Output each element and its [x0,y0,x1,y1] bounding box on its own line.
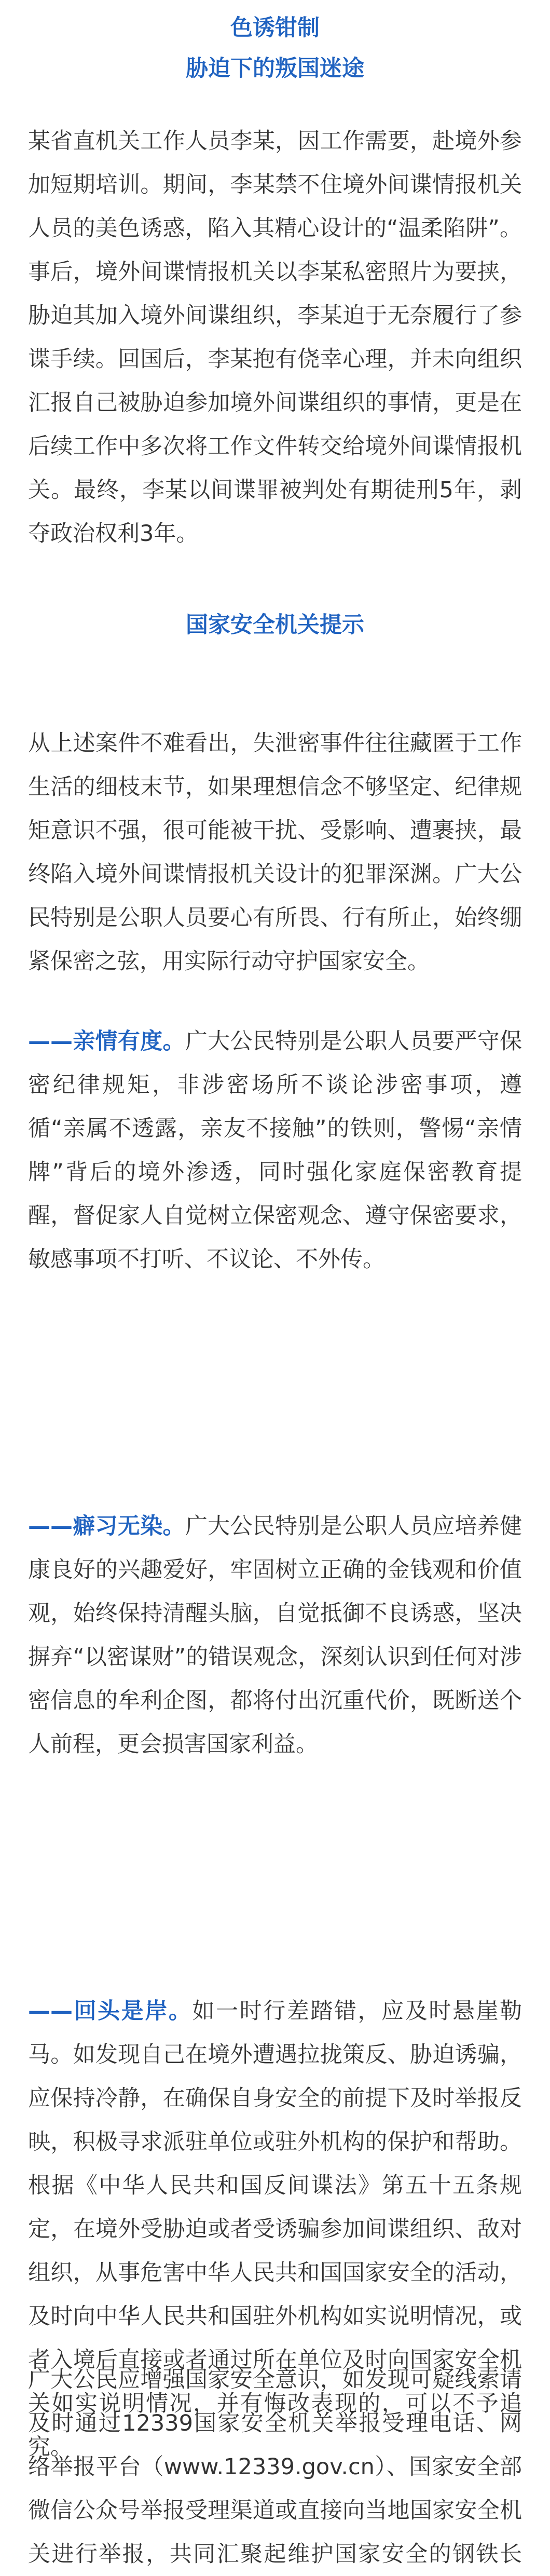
article-title-line-1: 色诱钳制 [230,15,320,41]
closing-paragraph: 广大公民应增强国家安全意识，如发现可疑线索请及时通过12339国家安全机关举报受理电话、网络举报平台（www.12339.gov.cn）、国家安全部微信公众号举报受理渠道或直接向当地国家安全机关进行举报，共同汇聚起维护国家安全的钢铁长 [28,2367,522,2567]
point-habits-lead: ——癖习无染。 [28,1513,185,1539]
point-turn-back-text: 如一时行差踏错，应及时悬崖勒马。如发现自己在境外遭遇拉拢策反、胁迫诱骗，应保持冷静，在确保自身安全的前提下及时举报反映，积极寻求派驻单位或驻外机构的保护和帮助。根据《中华人民共和国反间谍法》第五十五条规定，在境外受胁迫或者受诱骗参加间谍组织、敌对组织，从事危害中华人民共和国国家安全的活动，及时向中华人民共和国驻外机构如实说明情况，或者入境后直接或者通过所在单位及时向国家安全机关如实说明情况，并有悔改表现的，可以不予追究。 [28,1998,522,2460]
point-family-text: 广大公民特别是公职人员要严守保密纪律规矩，非涉密场所不谈论涉密事项，遵循“亲属不透露，亲友不接触”的铁则，警惕“亲情牌”背后的境外渗透，同时强化家庭保密教育提醒，督促家人自觉树立保密观念、遵守保密要求，敏感事项不打听、不议论、不外传。 [28,1028,522,1272]
article-title-line-2: 胁迫下的叛国迷途 [186,56,364,82]
intro-paragraph: 从上述案件不难看出，失泄密事件往往藏匿于工作生活的细枝末节，如果理想信念不够坚定、纪律规矩意识不强，很可能被干扰、受影响、遭裹挟，最终陷入境外间谍情报机关设计的犯罪深渊。广大公民特别是公职人员要心有所畏、行有所止，始终绷紧保密之弦，用实际行动守护国家安全。 [28,730,522,974]
case-paragraph: 某省直机关工作人员李某，因工作需要，赴境外参加短期培训。期间，李某禁不住境外间谍情报机关人员的美色诱惑，陷入其精心设计的“温柔陷阱”。事后，境外间谍情报机关以李某私密照片为要挟，胁迫其加入境外间谍组织，李某迫于无奈履行了参谍手续。回国后，李某抱有侥幸心理，并未向组织汇报自己被胁迫参加境外间谍组织的事情，更是在后续工作中多次将工作文件转交给境外间谍情报机关。最终，李某以间谍罪被判处有期徒刑5年，剥夺政治权利3年。 [28,128,522,547]
point-turn-back-lead: ——回头是岸。 [28,1998,192,2024]
tips-heading: 国家安全机关提示 [186,612,364,638]
point-habits-text: 广大公民特别是公职人员应培养健康良好的兴趣爱好，牢固树立正确的金钱观和价值观，始终保持清醒头脑，自觉抵御不良诱惑，坚决摒弃“以密谋财”的错误观念，深刻认识到任何对涉密信息的牟利企图，都将付出沉重代价，既断送个人前程，更会损害国家利益。 [28,1513,522,1757]
point-family [28,1020,522,1281]
point-family-lead: ——亲情有度。 [28,1028,185,1054]
point-habits [28,1504,522,1766]
